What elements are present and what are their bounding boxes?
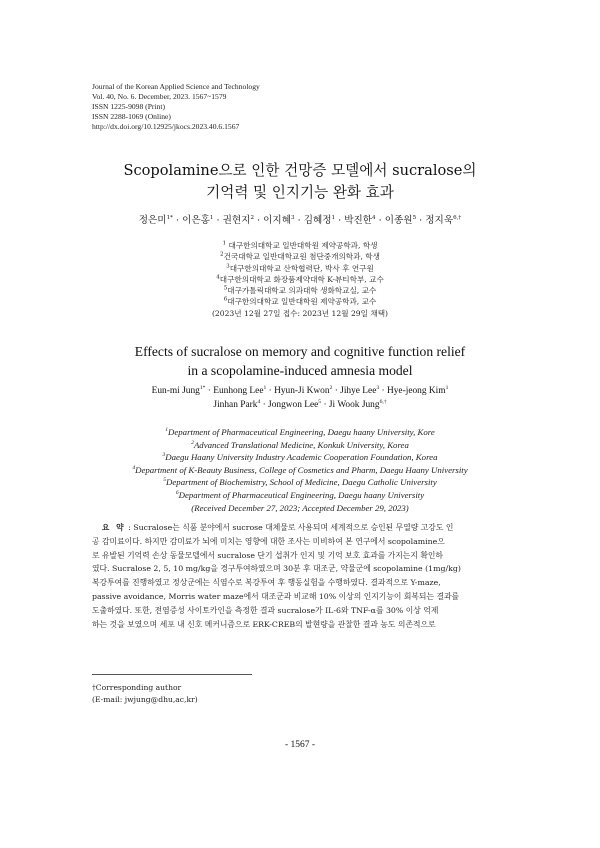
author: Hye-jeong Kim [386,386,446,396]
separator: · [375,215,385,226]
abstract-line: 로 유발된 기억력 손상 동물모델에서 sucralose 단기 섭취가 인지 및 기억 보호 효과를 가지는지 확인하 [92,550,443,560]
received-date-ko: (2023년 12월 27일 접수: 2023년 12월 29일 채택) [211,308,389,318]
author-sup: 1 [331,214,336,221]
affiliation-sup: 6 [223,296,228,303]
separator: · [172,215,183,226]
abstract-label: 요 약 [101,523,126,532]
separator: · [266,386,275,396]
received-date-en: (Received December 27, 2023; Accepted December 29, 2023) [191,502,409,513]
author: 김혜정 [303,215,332,226]
author-sup: 6,† [379,398,387,405]
author-sup: 1 [263,384,267,391]
korean-affiliations [0,240,600,319]
author: Jihye Lee [340,386,377,396]
separator: · [335,215,345,226]
affiliation-text: Department of K-Beauty Business, College of Cosmetics and Pharm, Daegu Haany University [135,464,468,475]
separator: · [260,400,269,410]
issn-online: ISSN 2288-1069 (Online) [92,112,171,121]
affiliation [0,263,600,274]
corresponding-email[interactable]: (E-mail: jwjung@dhu,ac,kr) [92,695,198,704]
corresponding-author: †Corresponding author [92,683,182,692]
author-sup: 5 [412,214,417,221]
abstract-line: 도출하였다. 또한, 전염증성 사이토카인을 측정한 결과 sucralose가 IL-6와 TNF-α를 30% 이상 억제 [92,605,439,615]
author: Eunhong Lee [213,386,264,396]
abstract-line [92,521,510,535]
abstract-line: 였다. Sucralose 2, 5, 10 mg/kg을 경구투여하였으며 30분 후 대조군, 약물군에 scopolamine (1mg/kg) [92,564,461,574]
affiliation [0,274,600,285]
footnote-divider [92,674,252,675]
affiliation-sup: 6 [175,490,179,497]
affiliation-sup: 4 [216,274,220,281]
korean-title-line1: Scopolamine으로 인한 건망증 모델에서 sucralose의 [123,162,477,179]
author: Jinhan Park [213,400,258,410]
separator: · [254,215,264,226]
korean-title [0,160,600,204]
footnote [92,682,198,706]
affiliation [0,426,600,439]
english-affiliations [0,426,600,514]
author-sup: 2 [329,384,333,391]
english-title [0,342,600,380]
author: 정지욱 [425,215,454,226]
english-authors-line1 [0,384,600,398]
affiliation-text: 대구한의대학교 일반대학원 제약공학과, 교수 [227,297,377,307]
affiliation [0,476,600,489]
separator: · [332,386,341,396]
english-authors [0,384,600,412]
page-number: - 1567 - [284,740,316,750]
separator: · [379,386,387,396]
affiliation-sup: 2 [191,439,194,446]
abstract-line: 하는 것을 보였으며 세포 내 신호 메커니즘으로 ERK-CREB의 발현량을 관찰한 결과 농도 의존적으로 [92,619,436,629]
doi-link[interactable]: http://dx.doi.org/10.12925/jkocs.2023.40.6.1567 [92,122,240,131]
author: 이종원 [384,215,413,226]
affiliation-text: Department of Biochemistry, School of Medicine, Daegu Catholic University [166,477,437,488]
affiliation [0,451,600,464]
affiliation-text: 건국대학교 일반대학교원 첨단중개의학과, 학생 [223,252,380,262]
affiliation-sup: 5 [163,477,167,484]
english-authors-line2 [0,398,600,412]
journal-volume: Vol. 40, No. 6. December, 2023. 1567~1579 [92,92,227,101]
affiliation [0,251,600,262]
journal-header [92,82,260,132]
author-sup: 3 [290,214,295,221]
author: 이은홍 [182,215,210,226]
english-title-line1: Effects of sucralose on memory and cognitive function relief [134,344,466,359]
affiliation-text: 대구한의대학교 산학협력단, 박사 후 연구원 [229,263,374,273]
affiliation-text: Department of Pharmaceutical Engineering, Daegu haany University [178,489,425,500]
affiliation-text: 대구한의대학교 화장품제약대학 K-뷰티학부, 교수 [219,274,384,284]
author: 권현지 [222,215,251,226]
affiliation [0,296,600,307]
affiliation-sup: 4 [132,464,136,471]
affiliation [0,439,600,452]
author-sup: 1* [199,384,206,391]
affiliation-text: Department of Pharmaceutical Engineering, Daegu haany University, Kore [168,427,435,437]
affiliation-text: Advanced Translational Medicine, Konkuk University, Korea [193,439,409,450]
issn-print: ISSN 1225-9098 (Print) [92,102,165,111]
author: Eun-mi Jung [151,386,200,396]
author-sup: 4 [372,214,376,221]
author: 정은미 [138,215,167,226]
affiliation-sup: 5 [223,285,228,292]
abstract-line: passive avoidance, Morris water maze에서 대조군과 비교해 10% 이상의 인지기능이 회복되는 결과를 [92,591,460,601]
author-sup: 1 [445,384,449,391]
author: Ji Wook Jung [328,400,380,410]
affiliation-sup: 3 [226,263,230,270]
abstract-line: 복강투여를 진행하였고 정상군에는 식염수로 복강투여 후 행동실험을 수행하였다. 결과적으로 Y-maze, [92,578,441,588]
separator: · [321,400,329,410]
author: Hyun-Ji Kwon [274,386,330,396]
affiliation [0,240,600,251]
affiliation [0,464,600,477]
separator: · [416,215,426,226]
separator: · [213,215,223,226]
journal-name: Journal of the Korean Applied Science and Technology [92,82,260,91]
affiliation [0,285,600,296]
abstract [92,521,510,631]
author-sup: 6,† [453,214,462,221]
author-sup: 1 [209,214,214,221]
abstract-text: : Sucralose는 식품 분야에서 sucrose 대체물로 사용되며 세계적으로 승인된 무열량 고강도 인 [125,523,454,532]
author-sup: 1* [166,214,173,221]
affiliation-sup: 1 [222,240,227,247]
korean-authors [0,212,600,226]
author-sup: 4 [257,398,261,405]
affiliation-text: 대구가톨릭대학교 의과대학 생화학교실, 교수 [227,286,377,296]
separator: · [205,386,214,396]
korean-title-line2: 기억력 및 인지기능 완화 효과 [206,184,394,201]
affiliation-text: Daegu Haany University Industry Academic Cooperation Foundation, Korea [165,452,438,463]
author: Jongwon Lee [268,400,319,410]
author-sup: 5 [318,398,322,405]
affiliation-sup: 2 [220,251,224,258]
author-sup: 2 [250,214,254,221]
author: 이지혜 [263,215,291,226]
affiliation-text: 대구한의대학교 일반대학원 제약공학과, 학생 [228,241,378,250]
affiliation [0,489,600,502]
abstract-line: 공 감미료이다. 하지만 감미료가 뇌에 미치는 영향에 대한 조사는 미비하여 본 연구에서 scopolamine으 [92,536,445,546]
affiliation-sup: 1 [165,427,169,434]
affiliation-sup: 3 [162,452,166,459]
separator: · [294,215,304,226]
author: 박진한 [344,215,373,226]
author-sup: 3 [376,384,380,391]
english-title-line2: in a scopolamine-induced amnesia model [187,363,413,378]
